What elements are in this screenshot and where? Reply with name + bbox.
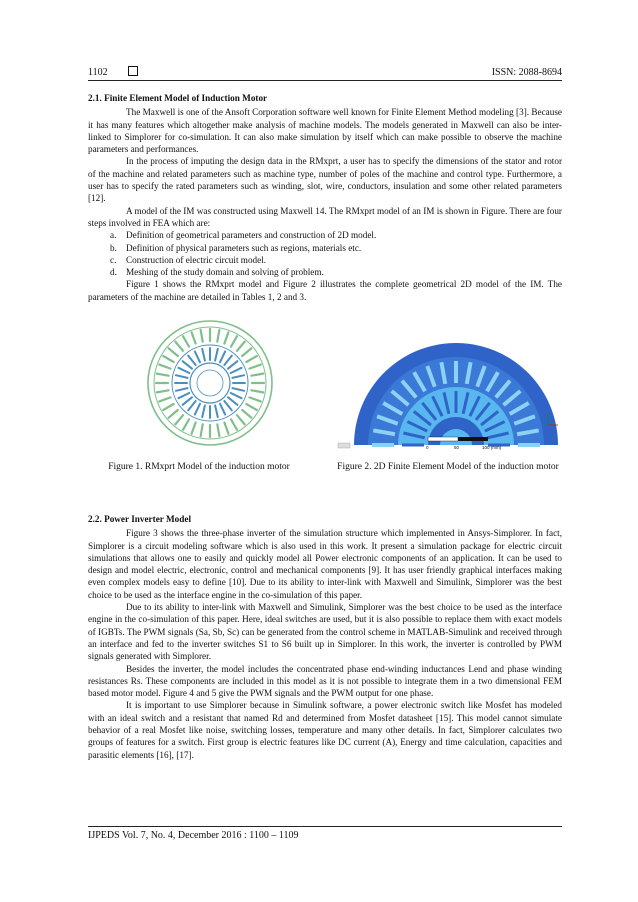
paragraph: Figure 1 shows the RMxprt model and Figure 2 illustrates the complete geometrical 2D model of the IM. The parameters of the machine are detailed in Tables 1, 2 and 3. <box>88 279 562 302</box>
stator-slot <box>175 415 183 424</box>
rmxprt-drawing <box>148 321 272 445</box>
rotor-slot <box>228 361 237 368</box>
stator-slot <box>237 415 245 424</box>
paragraph: Figure 3 shows the three-phase inverter of the simulation structure which implemented in Ansys-Simplorer. In fact, Simplorer is a circuit modeling software which is also used in this work. It present a simulation package for electric circuit simulations that allows one to easily and quickly model all Power electronic components of an application. It can be used to design and model electric, electronic, control and mechanical components [9]. It has user friendly graphical interfaces making even complex models easy to define [10]. Due to its ability to inter-link with Maxwell and Simulink, Simplorer was the best choice to be used as the interface engine in the co-simulation of this paper. <box>88 528 562 600</box>
rotor-slot <box>220 404 225 415</box>
stator-slot <box>217 330 219 342</box>
list-text: Meshing of the study domain and solving of problem. <box>126 267 324 278</box>
stator-slot <box>237 342 245 351</box>
rotor-slot <box>224 356 231 365</box>
stator-slot <box>169 410 178 418</box>
rotor-slot <box>183 397 192 404</box>
rotor-slot <box>231 368 242 373</box>
rotor-slot <box>176 388 188 391</box>
stator-slot <box>163 404 173 410</box>
header-rule <box>88 80 562 81</box>
stator-slot <box>159 365 170 369</box>
list-marker: d. <box>110 267 117 278</box>
stator-slot <box>251 374 263 376</box>
page-header <box>88 60 562 78</box>
rotor-slot <box>195 404 200 415</box>
figure-1-caption: Figure 1. RMxprt Model of the induction motor <box>108 462 290 472</box>
list-item <box>88 266 562 278</box>
stator-slot <box>246 404 256 410</box>
issn: ISSN: 2088-8694 <box>491 67 562 78</box>
stator-slot <box>249 365 260 369</box>
list-item <box>88 229 562 241</box>
rotor-slot <box>195 351 200 362</box>
checkbox-glyph-icon <box>128 66 138 76</box>
footer-rule <box>88 826 562 827</box>
rotor-slot <box>188 356 195 365</box>
stator-slot <box>201 330 203 342</box>
list-marker: c. <box>110 254 117 265</box>
footer-citation: IJPEDS Vol. 7, No. 4, December 2016 : 1100 – 1109 <box>88 830 299 841</box>
view-tab <box>338 443 350 448</box>
rotor-slot <box>231 393 242 398</box>
stator-slot <box>249 397 260 401</box>
stator-slot <box>169 348 178 356</box>
rotor-slot <box>215 405 218 417</box>
list-text: Construction of electric circuit model. <box>126 254 267 265</box>
paragraph: It is important to use Simplorer because in Simulink software, a power electronic switch like Mosfet has modeled with an ideal switch and a resistant that named Rd and determined from Mosfet datasheet [15]. This model cannot simulate behavior of a real Mosfet like noise, switching losses, temperature and many other details. In fact, Simplorer calculates two groups of features for a switch. First group is electric features like DC current (A), Energy and time calculation, capacities and parasitic elements [16], [17]. <box>88 700 562 760</box>
rotor-slot <box>188 401 195 410</box>
rotor-slot <box>202 349 205 361</box>
figure-1-rmxprt-model <box>145 318 275 448</box>
scale-label-50: 50 <box>454 445 460 450</box>
list-text: Definition of geometrical parameters and construction of 2D model. <box>126 230 377 241</box>
stator-slot <box>246 356 256 362</box>
rotor-slot <box>220 351 225 362</box>
paragraph: In the process of imputing the design data in the RMxprt, a user has to specify the dimensions of the stator and rotor of the machine and related parameters such as machine type, number of poles of the machine and control type. Furthermore, a user has to specify the rated parameters such as winding, slot, wire, conductors, insulation and some other related parameters [12]. <box>88 156 562 204</box>
stator-slot <box>159 397 170 401</box>
stator-slot <box>183 336 189 346</box>
rotor-slot <box>228 397 237 404</box>
stator-slot <box>224 422 228 433</box>
rotor-slot <box>178 393 189 398</box>
fea-steps-list <box>88 229 562 278</box>
rotor-slot <box>224 401 231 410</box>
section-power-inverter-model <box>88 513 562 761</box>
paragraph: The Maxwell is one of the Ansoft Corporation software well known for Finite Element Method modeling [3]. Because it has many features which altogether make analysis of machine models. The models generated in Maxwell can also be inter-linked to Simplorer for co-simulation. It can also make simulation by itself which can make possible to observe the machine parameters and performances. <box>88 107 562 155</box>
stator-slot <box>224 332 228 343</box>
rotor-slot <box>232 375 244 378</box>
rotor-slot <box>232 388 244 391</box>
list-marker: b. <box>110 242 117 253</box>
stator-slot <box>231 419 237 429</box>
stator-slot <box>183 419 189 429</box>
stator-slot <box>201 424 203 436</box>
rotor-slot <box>178 368 189 373</box>
rotor-slot <box>176 375 188 378</box>
stator-slot <box>192 332 196 343</box>
stator-slot <box>163 356 173 362</box>
section-heading: 2.2. Power Inverter Model <box>88 514 191 524</box>
list-item <box>88 254 562 266</box>
stator-slot <box>251 390 263 392</box>
rotor-slot <box>183 361 192 368</box>
list-item <box>88 242 562 254</box>
figure-2-caption: Figure 2. 2D Finite Element Model of the induction motor <box>337 462 559 472</box>
list-text: Definition of physical parameters such as regions, materials etc. <box>126 242 362 253</box>
list-marker: a. <box>110 230 117 241</box>
paragraph: Due to its ability to inter-link with Maxwell and Simulink, Simplorer was the best choice to be used as the interface engine in the co-simulation of this paper. Here, ideal switches are used, but it is also possible to replace them with exact models of IGBTs. The PWM signals (Sa, Sb, Sc) can be generated from the control scheme in MATLAB-Simulink and received through an interface and fed to the inverter switches S1 to S6 built up in Simplorer. In this work, the inverter is controlled by PWM signals generated with Simplorer. <box>88 602 562 662</box>
paragraph: Besides the inverter, the model includes the concentrated phase end-winding inductances Lend and phase winding resistances Rs. These components are included in this model as it is not possible to integrate them in a two dimensional FEM based motor model. Figure 4 and 5 give the PWM signals and the PWM output for one phase. <box>88 663 562 699</box>
rotor-slot <box>202 405 205 417</box>
stator-slot <box>157 390 169 392</box>
figure-2-fem-model <box>336 315 566 453</box>
stator-slot <box>175 342 183 351</box>
rotor-slot <box>215 349 218 361</box>
stator-slot <box>242 410 251 418</box>
scale-label-100: 100 (mm) <box>482 445 502 450</box>
stator-slot <box>192 422 196 433</box>
stator-slot <box>242 348 251 356</box>
stator-slot <box>217 424 219 436</box>
section-finite-element-model <box>88 92 562 303</box>
stator-slot <box>157 374 169 376</box>
paragraph: A model of the IM was constructed using Maxwell 14. The RMxprt model of an IM is shown in Figure. There are four steps involved in FEA which are: <box>88 205 562 228</box>
page-number: 1102 <box>88 67 108 78</box>
scale-label-0: 0 <box>426 445 429 450</box>
section-heading: 2.1. Finite Element Model of Induction Motor <box>88 93 268 103</box>
stator-slot <box>231 336 237 346</box>
